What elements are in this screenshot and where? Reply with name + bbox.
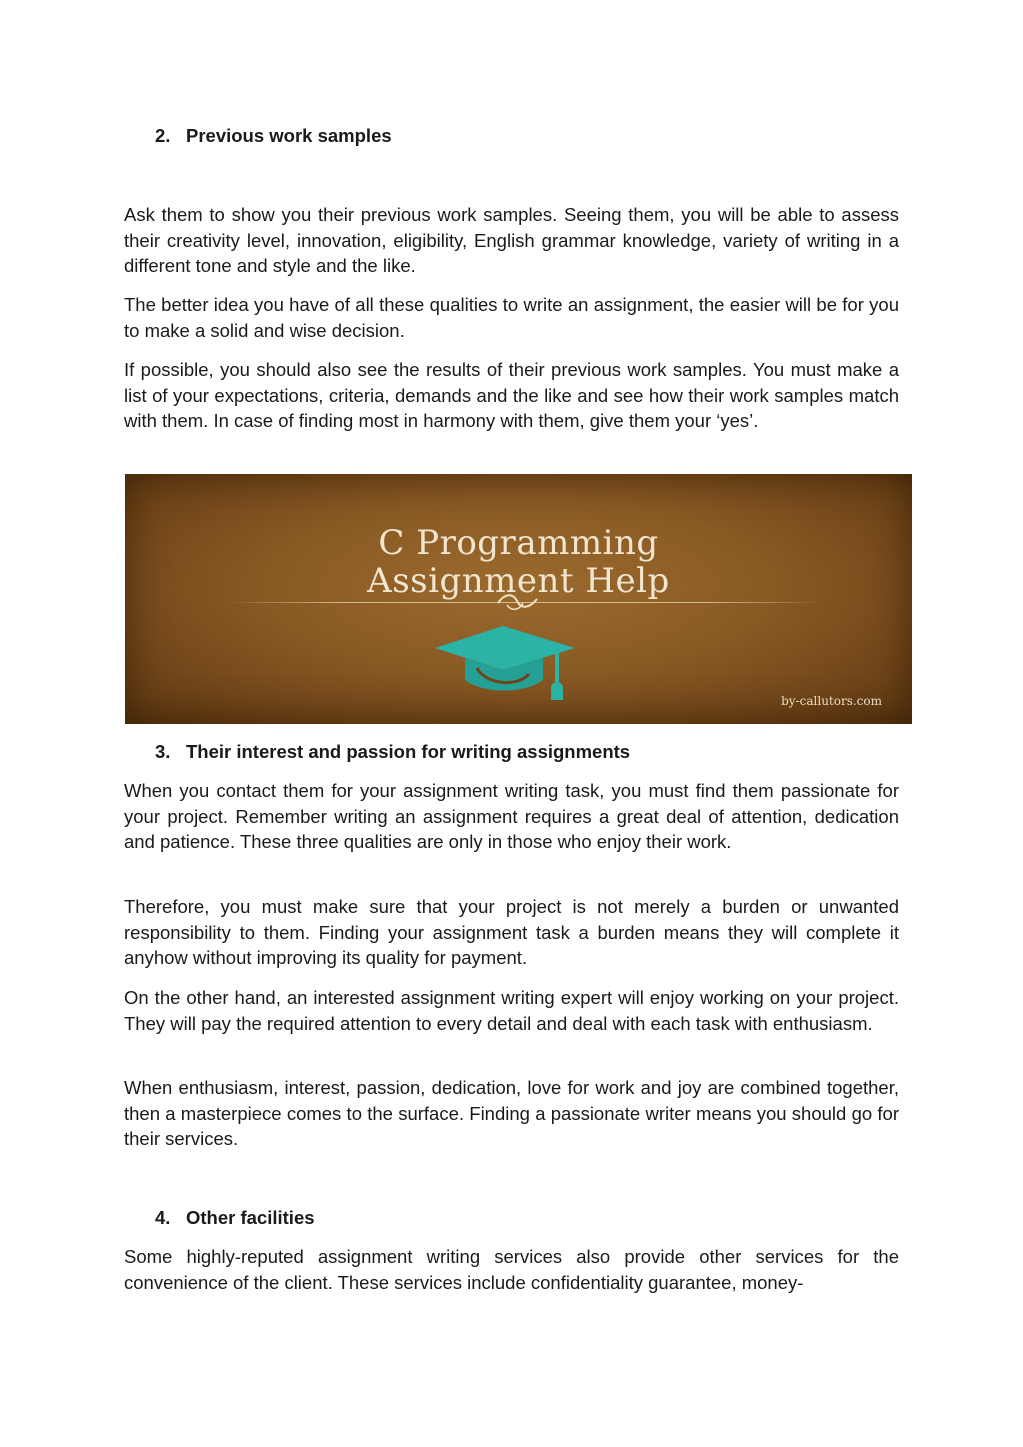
flourish-icon: [493, 589, 543, 613]
paragraph: When enthusiasm, interest, passion, dedication, love for work and joy are combined together, then a masterpiece comes to the surface. Finding a passionate writer means you should go for their services.: [124, 1077, 899, 1150]
paragraph: Some highly-reputed assignment writing services also provide other services for the convenience of the client. These services include confidentiality guarantee, money-: [124, 1246, 899, 1293]
heading-title: Other facilities: [186, 1207, 315, 1228]
heading-number: 4.: [155, 1207, 171, 1228]
heading-title: Their interest and passion for writing assignments: [186, 741, 631, 762]
paragraph: Ask them to show you their previous work samples. Seeing them, you will be able to assess their creativity level, innovation, eligibility, English grammar knowledge, variety of writing in a different tone and style and the like.: [124, 204, 899, 277]
heading-title: Previous work samples: [186, 125, 392, 146]
section-heading-previous-work-samples: [155, 123, 392, 149]
c-programming-banner-image: [125, 474, 912, 724]
paragraph: When you contact them for your assignment writing task, you must find them passionate for your project. Remember writing an assignment requires a great deal of attention, dedication and patience. These three qualities are only in those who enjoy their work.: [124, 780, 899, 853]
paragraph: On the other hand, an interested assignment writing expert will enjoy working on your project. They will pay the required attention to every detail and deal with each task with enthusiasm.: [124, 987, 899, 1034]
heading-number: 3.: [155, 741, 171, 762]
graduation-cap-icon: [425, 622, 585, 702]
section-heading-interest-and-passion: [155, 739, 630, 765]
paragraph: The better idea you have of all these qualities to write an assignment, the easier will be for you to make a solid and wise decision.: [124, 294, 899, 341]
paragraph: Therefore, you must make sure that your project is not merely a burden or unwanted responsibility to them. Finding your assignment task a burden means they will complete it anyhow without improving its quality for payment.: [124, 896, 899, 969]
heading-number: 2.: [155, 125, 171, 146]
banner-footer-text: by-callutors.com: [781, 694, 882, 708]
section-heading-other-facilities: [155, 1205, 315, 1231]
banner-title-line1: C Programming: [378, 523, 659, 563]
banner-title-line2: Assignment Help: [367, 561, 670, 601]
paragraph: If possible, you should also see the results of their previous work samples. You must make a list of your expectations, criteria, demands and the like and see how their work samples match with them. In case of finding most in harmony with them, give them your ‘yes’.: [124, 359, 899, 432]
